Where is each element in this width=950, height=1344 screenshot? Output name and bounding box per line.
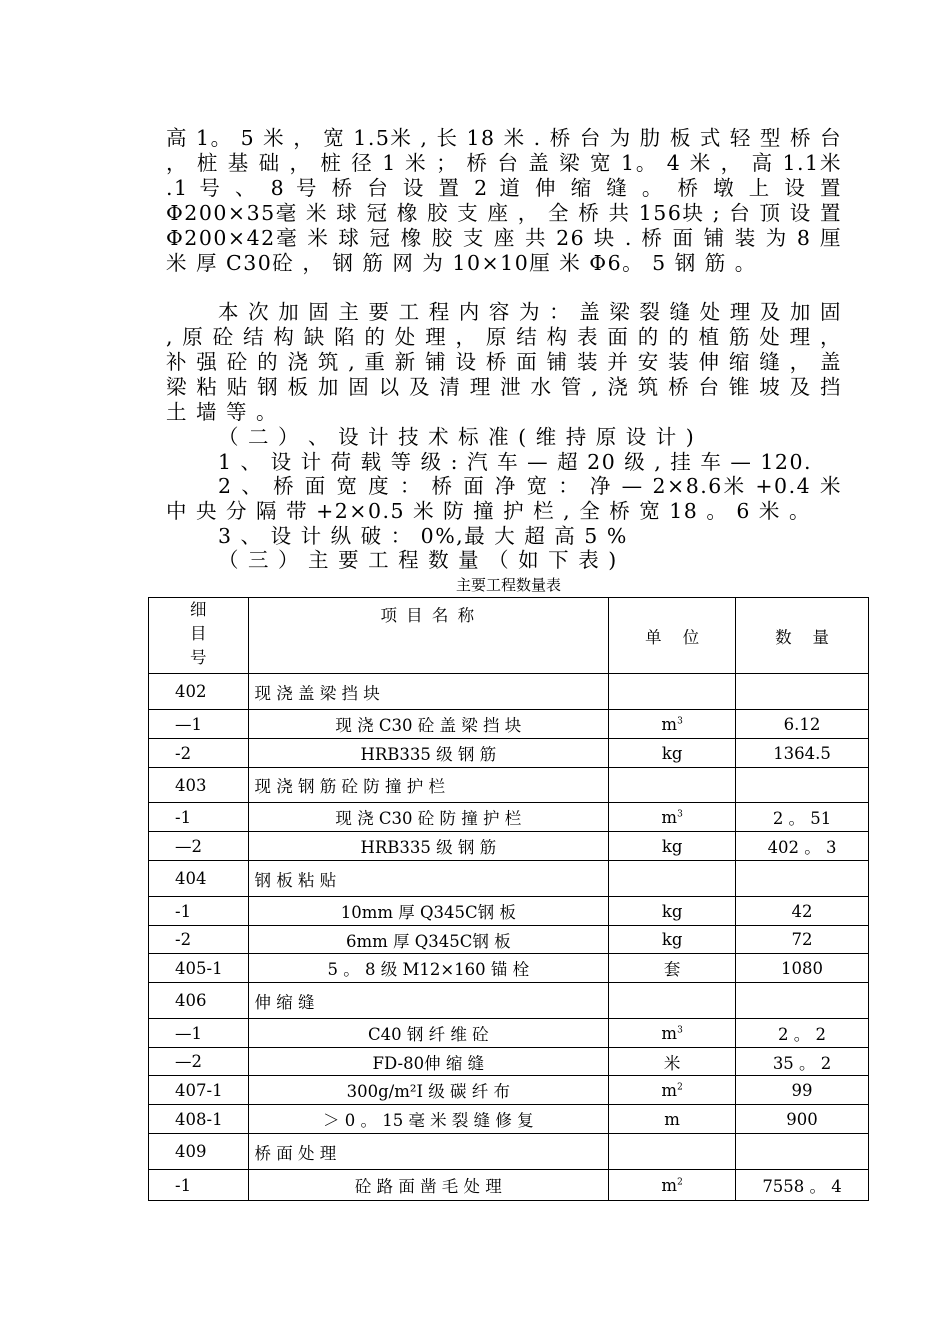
item-name-cell: 现 浇 C30 砼 防 撞 护 栏 — [248, 803, 609, 832]
quantity-cell: 99 — [736, 1076, 869, 1105]
item-no-cell: 408-1 — [149, 1105, 249, 1134]
item-no-cell: 404 — [149, 861, 249, 897]
header-unit: 单 位 — [609, 598, 736, 674]
quantity-table — [148, 597, 869, 1201]
paragraph-reinforcement-scope: 本 次 加 固 主 要 工 程 内 容 为 ： 盖 梁 裂 缝 处 理 及 加 固 , 原 砼 结 构 缺 陷 的 处 理 ， 原 结 构 表 面 的 的 植 筋 处 理 ， 补 强 砼 的 浇 筑 , 重 新 铺 设 桥 面 铺 装 并 安 装 伸 缩 缝 ， 盖 梁 粘 贴 钢 板 加 固 以 及 清 理 泄 水 管 , 浇 筑 桥 台 锥 坡 及 挡 土 墙 等 。 — [166, 300, 842, 424]
table-row — [149, 803, 869, 832]
table-group-row — [149, 983, 869, 1019]
item-name-cell: 现 浇 C30 砼 盖 梁 挡 块 — [248, 710, 609, 739]
unit-cell: kg — [609, 926, 736, 954]
item-no-cell: 407-1 — [149, 1076, 249, 1105]
table-row — [149, 832, 869, 861]
unit-cell — [609, 861, 736, 897]
quantity-cell: 7558 。 4 — [736, 1170, 869, 1201]
table-row — [149, 926, 869, 954]
quantity-cell: 72 — [736, 926, 869, 954]
item-name-cell: 钢 板 粘 贴 — [248, 861, 609, 897]
table-row — [149, 897, 869, 926]
deck-width-item: 2 、 桥 面 宽 度 ： 桥 面 净 宽 ： 净 — 2×8.6米 +0.4 米 中 央 分 隔 带 +2×0.5 米 防 撞 护 栏 , 全 桥 宽 18 。 6 米 。 — [166, 474, 842, 523]
quantity-cell: 402 。 3 — [736, 832, 869, 861]
item-no-cell: -1 — [149, 897, 249, 926]
table-row — [149, 1105, 869, 1134]
quantity-cell: 42 — [736, 897, 869, 926]
unit-cell: 套 — [609, 954, 736, 983]
header-quantity: 数 量 — [736, 598, 869, 674]
unit-cell: $m^2$ — [609, 1170, 736, 1201]
item-no-cell: —1 — [149, 710, 249, 739]
item-no-cell: -1 — [149, 1170, 249, 1201]
item-name-cell: FD-80伸 缩 缝 — [248, 1048, 609, 1076]
item-name-cell: C40 钢 纤 维 砼 — [248, 1019, 609, 1048]
quantity-cell: 900 — [736, 1105, 869, 1134]
header-item-no — [149, 598, 249, 674]
table-group-row — [149, 861, 869, 897]
table-group-row — [149, 1134, 869, 1170]
table-header-row — [149, 598, 869, 674]
item-name-cell: 现 浇 盖 梁 挡 块 — [248, 674, 609, 710]
table-row — [149, 1170, 869, 1201]
heading-design-standard: （ 二 ） 、 设 计 技 术 标 准 ( 维 持 原 设 计 ) — [218, 425, 696, 449]
table-row — [149, 1019, 869, 1048]
item-no-cell: 403 — [149, 768, 249, 803]
unit-superscript: 3 — [677, 716, 683, 726]
quantity-cell: 2 。 2 — [736, 1019, 869, 1048]
item-no-cell: 405-1 — [149, 954, 249, 983]
item-name-cell: 伸 缩 缝 — [248, 983, 609, 1019]
item-name-cell: HRB335 级 钢 筋 — [248, 739, 609, 768]
quantity-cell — [736, 1134, 869, 1170]
unit-cell: 米 — [609, 1048, 736, 1076]
item-no-cell: -2 — [149, 739, 249, 768]
header-item-name: 项 目 名 称 — [248, 598, 609, 674]
unit-cell — [609, 674, 736, 710]
quantity-cell: 6.12 — [736, 710, 869, 739]
unit-superscript: 3 — [677, 809, 683, 819]
item-no-cell: —1 — [149, 1019, 249, 1048]
paragraph-bridge-description: 高 1。 5 米 ， 宽 1.5米 , 长 18 米 . 桥 台 为 肋 板 式 轻 型 桥 台 ， 桩 基 础 ， 桩 径 1 米 ； 桥 台 盖 梁 宽 1。 4 米 ， 高 1.1米 .1 号 、 8 号 桥 台 设 置 2 道 伸 缩 缝 。 桥 墩 上 设 置 Φ200×35毫 米 球 冠 橡 胶 支 座 ， 全 桥 共 156块 ; 台 顶 设 置 Φ200×42毫 米 球 冠 橡 胶 支 座 共 26 块 . 桥 面 铺 装 为 8 厘 米 厚 C30砼 ， 钢 筋 网 为 10×10厘 米 Φ6。 5 钢 筋 。 — [166, 126, 842, 275]
table-row — [149, 1048, 869, 1076]
table-group-row — [149, 768, 869, 803]
item-name-cell: 现 浇 钢 筋 砼 防 撞 护 栏 — [248, 768, 609, 803]
quantity-cell: 1364.5 — [736, 739, 869, 768]
unit-cell: m — [609, 1105, 736, 1134]
quantity-cell: 1080 — [736, 954, 869, 983]
table-row — [149, 710, 869, 739]
item-no-cell: 402 — [149, 674, 249, 710]
item-name-cell: HRB335 级 钢 筋 — [248, 832, 609, 861]
item-name-cell: 10mm 厚 Q345C钢 板 — [248, 897, 609, 926]
item-name-cell: 6mm 厚 Q345C钢 板 — [248, 926, 609, 954]
item-name-cell: ＞ 0 。 15 毫 米 裂 缝 修 复 — [248, 1105, 609, 1134]
quantity-cell: 35 。 2 — [736, 1048, 869, 1076]
unit-cell — [609, 983, 736, 1019]
unit-cell — [609, 1134, 736, 1170]
unit-superscript: 2 — [677, 1177, 683, 1187]
unit-cell: kg — [609, 897, 736, 926]
item-no-cell: —2 — [149, 1048, 249, 1076]
item-name-cell: 砼 路 面 凿 毛 处 理 — [248, 1170, 609, 1201]
unit-cell: kg — [609, 739, 736, 768]
item-name-cell: 桥 面 处 理 — [248, 1134, 609, 1170]
unit-cell: $m^2$ — [609, 1076, 736, 1105]
item-no-cell: 406 — [149, 983, 249, 1019]
design-load-item: 1 、 设 计 荷 载 等 级 : 汽 车 — 超 20 级 , 挂 车 — 120. — [218, 450, 813, 474]
quantity-cell: 2 。 51 — [736, 803, 869, 832]
item-name-cell: 5 。 8 级 M12×160 锚 栓 — [248, 954, 609, 983]
quantity-cell — [736, 983, 869, 1019]
table-row — [149, 954, 869, 983]
unit-cell — [609, 768, 736, 803]
quantity-cell — [736, 674, 869, 710]
unit-superscript: 3 — [677, 1025, 683, 1035]
quantity-cell — [736, 861, 869, 897]
header-item-no-text: 细目号 — [190, 600, 207, 667]
heading-main-quantities: （ 三 ） 主 要 工 程 数 量 （ 如 下 表 ) — [218, 548, 618, 572]
item-no-cell: —2 — [149, 832, 249, 861]
table-group-row — [149, 674, 869, 710]
unit-cell: kg — [609, 832, 736, 861]
slope-item: 3 、 设 计 纵 破 ： 0%,最 大 超 高 5 % — [218, 524, 628, 548]
unit-cell: $m^3$ — [609, 1019, 736, 1048]
unit-superscript: 2 — [677, 1082, 683, 1092]
item-no-cell: 409 — [149, 1134, 249, 1170]
quantity-cell — [736, 768, 869, 803]
item-no-cell: -2 — [149, 926, 249, 954]
table-row — [149, 739, 869, 768]
table-caption: 主要工程数量表 — [455, 576, 561, 594]
unit-cell: $m^3$ — [609, 710, 736, 739]
item-no-cell: -1 — [149, 803, 249, 832]
table-row — [149, 1076, 869, 1105]
item-name-cell: 300g/m²I 级 碳 纤 布 — [248, 1076, 609, 1105]
unit-cell: $m^3$ — [609, 803, 736, 832]
